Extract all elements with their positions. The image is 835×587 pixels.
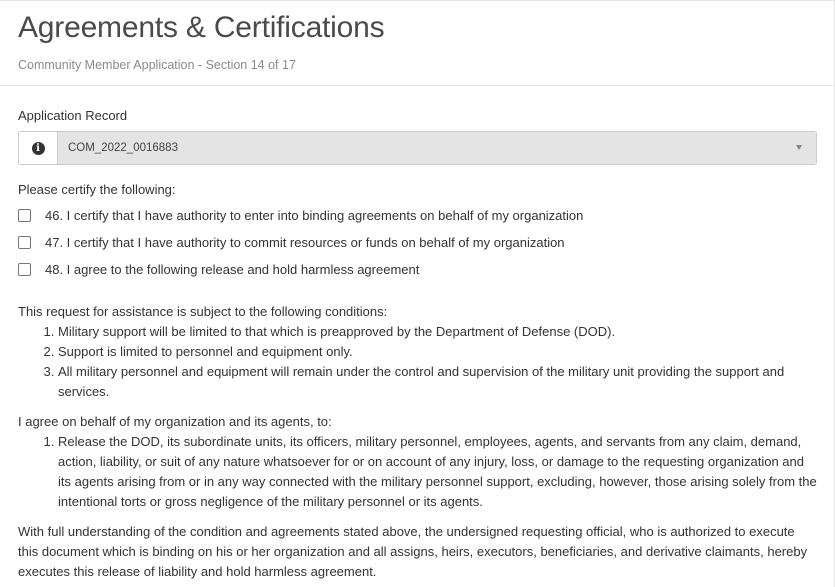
page-subtitle: Community Member Application - Section 14 of 17 [18,58,296,72]
certify-item-48 [18,262,419,277]
certify-checkbox-48[interactable] [18,263,31,276]
condition-item: 2. Support is limited to personnel and equipment only. [58,342,818,362]
info-icon: i [32,142,45,155]
conditions-list [58,322,818,402]
certify-item-47 [18,235,565,250]
condition-item: 1. Military support will be limited to that which is preapproved by the Department of Defense (DOD). [58,322,818,342]
application-record-select[interactable] [57,132,816,164]
agreement-list [58,432,818,512]
certify-label-47: 47. I certify that I have authority to commit resources or funds on behalf of my organization [45,235,565,250]
agreement-item: 1. Release the DOD, its subordinate units, its officers, military personnel, employees, agents, and servants from any claim, demand, action, liability, or suit of any nature whatsoever for or on account of any injury, loss, or damage to the requesting organization and its agents arising from or in any way connected with the military personnel support, excluding, however, those arising solely from the intentional torts or gross negligence of the military personnel or its agents. [58,432,818,512]
condition-item: 3. All military personnel and equipment will remain under the control and supervision of the military unit providing the support and services. [58,362,818,402]
select-addon [19,132,57,164]
certify-label-48: 48. I agree to the following release and hold harmless agreement [45,262,420,277]
agreement-section [18,412,818,512]
page-header [0,1,835,86]
final-statement: With full understanding of the condition and agreements stated above, the undersigned requesting official, who is authorized to execute this document which is binding on his or her organization and all assigns, heirs, executors, beneficiaries, and derivative claimants, hereby executes this release of liability and hold harmless agreement. [18,524,808,579]
certify-item-46 [18,208,583,223]
application-record-value: COM_2022_0016883 [68,142,178,154]
certify-heading: Please certify the following: [18,182,176,197]
application-record-label: Application Record [18,108,128,123]
conditions-section [18,302,818,402]
certify-checkbox-47[interactable] [18,236,31,249]
agreement-intro: I agree on behalf of my organization and its agents, to: [18,414,332,429]
certify-checkbox-46[interactable] [18,209,31,222]
certify-label-46: 46. I certify that I have authority to enter into binding agreements on behalf of my organization [45,208,584,223]
chevron-down-icon [796,145,802,150]
page-title: Agreements & Certifications [18,11,385,44]
conditions-intro: This request for assistance is subject to the following conditions: [18,304,388,319]
application-record-select-group [18,131,817,165]
